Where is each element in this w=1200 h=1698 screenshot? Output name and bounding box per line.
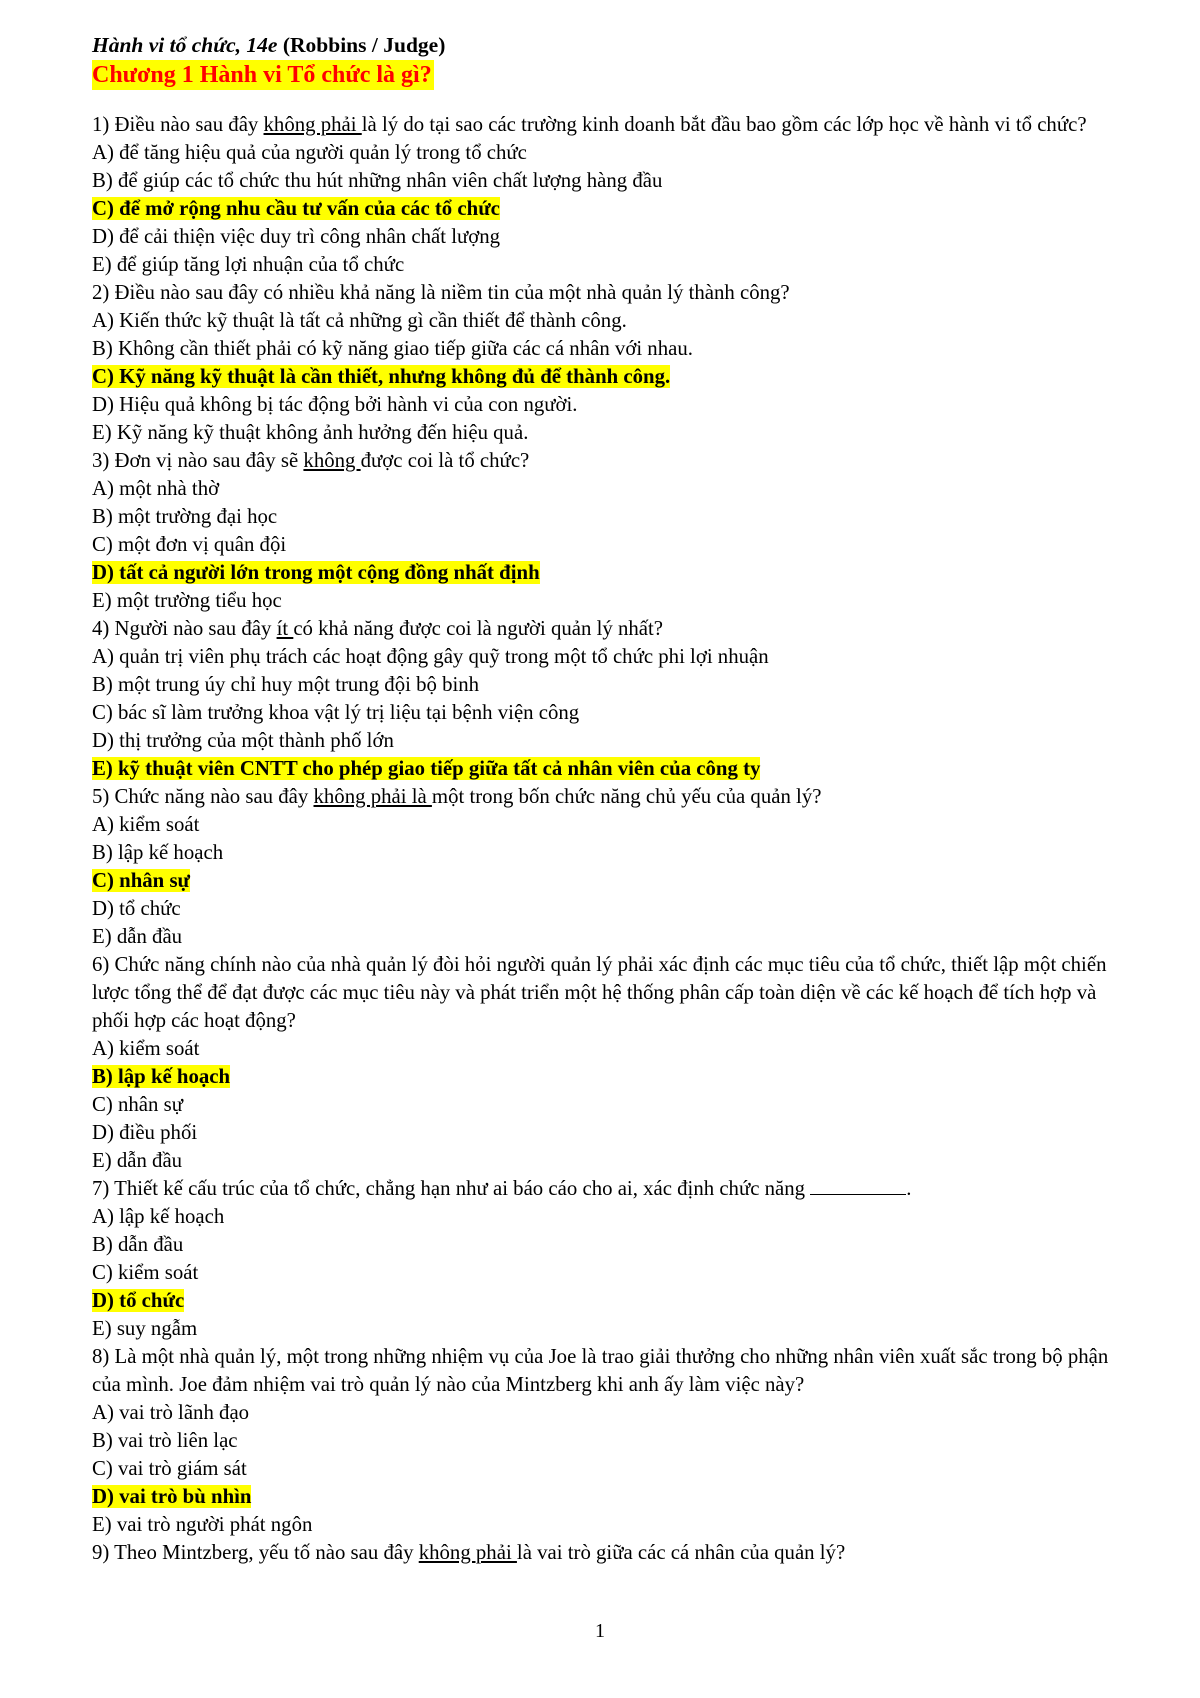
option-text: D) tất cả người lớn trong một cộng đồng nhất định [92,561,540,584]
question-text: 7) Thiết kế cấu trúc của tổ chức, chẳng hạn như ai báo cáo cho ai, xác định chức năng [92,1177,811,1200]
option-text: A) lập kế hoạch [92,1205,225,1228]
option-text: D) để cải thiện việc duy trì công nhân chất lượng [92,225,501,248]
option-text: A) kiểm soát [92,813,200,836]
option-text: E) dẫn đầu [92,925,183,948]
option-text: A) vai trò lãnh đạo [92,1401,250,1424]
option-text: B) một trung úy chỉ huy một trung đội bộ binh [92,673,480,696]
option-text: C) vai trò giám sát [92,1457,247,1480]
fill-in-blank [810,1176,906,1195]
answer-option [92,1147,1112,1175]
option-text: C) một đơn vị quân đội [92,533,287,556]
answer-option [92,1091,1112,1119]
question-text: 4) Người nào sau đây [92,617,277,640]
answer-option [92,895,1112,923]
question-stem [92,1539,1112,1567]
answer-option [92,1203,1112,1231]
answer-option [92,475,1112,503]
answer-option [92,1231,1112,1259]
question-stem [92,951,1112,1035]
answer-option-correct [92,195,1112,223]
option-text: A) kiểm soát [92,1037,200,1060]
answer-option [92,727,1112,755]
option-text: D) thị trưởng của một thành phố lớn [92,729,394,752]
question-text: 6) Chức năng chính nào của nhà quản lý đòi hỏi người quản lý phải xác định các mục tiêu của tổ chức, thiết lập một chiến lược tổng thể để đạt được các mục tiêu này và phát triển một hệ thống phân cấp toàn diện về các kế hoạch để tích hợp và phối hợp các hoạt động? [92,953,1107,1032]
option-text: B) lập kế hoạch [92,1065,231,1088]
answer-option [92,1399,1112,1427]
question-text-end: được coi là tổ chức? [360,449,530,472]
option-text: E) dẫn đầu [92,1149,183,1172]
answer-option-correct [92,755,1112,783]
answer-option [92,251,1112,279]
answer-option [92,503,1112,531]
question-text: 1) Điều nào sau đây [92,113,264,136]
answer-option [92,923,1112,951]
option-text: E) vai trò người phát ngôn [92,1513,313,1536]
option-text: B) dẫn đầu [92,1233,184,1256]
answer-option [92,1511,1112,1539]
question-emphasis: không phải là [313,785,432,808]
answer-option-correct [92,867,1112,895]
question-text-end: có khả năng được coi là người quản lý nhất? [293,617,664,640]
question-emphasis: ít [276,617,294,640]
answer-option [92,1119,1112,1147]
answer-option [92,335,1112,363]
chapter-title: Chương 1 Hành vi Tổ chức là gì? [92,62,432,88]
option-text: D) tổ chức [92,1289,185,1312]
option-text: E) kỹ thuật viên CNTT cho phép giao tiếp giữa tất cả nhân viên của công ty [92,757,761,780]
option-text: C) để mở rộng nhu cầu tư vấn của các tổ chức [92,197,500,220]
answer-option [92,391,1112,419]
answer-option-correct [92,559,1112,587]
answer-option-correct [92,1287,1112,1315]
option-text: C) Kỹ năng kỹ thuật là cần thiết, nhưng không đủ để thành công. [92,365,671,388]
option-text: C) nhân sự [92,1093,183,1116]
answer-option [92,643,1112,671]
question-emphasis: không [303,449,361,472]
option-text: C) kiểm soát [92,1261,199,1284]
question-text: 5) Chức năng nào sau đây [92,785,314,808]
question-stem [92,783,1112,811]
answer-option [92,839,1112,867]
option-text: B) lập kế hoạch [92,841,224,864]
answer-option-correct [92,1063,1112,1091]
answer-option [92,1427,1112,1455]
question-stem [92,615,1112,643]
option-text: E) suy ngẫm [92,1317,198,1340]
question-text: 3) Đơn vị nào sau đây sẽ [92,449,304,472]
question-stem [92,111,1112,139]
answer-option [92,307,1112,335]
document-page [92,30,1112,1567]
question-emphasis: không phải [418,1541,517,1564]
option-text: B) để giúp các tổ chức thu hút những nhân viên chất lượng hàng đầu [92,169,663,192]
book-authors: (Robbins / Judge) [282,33,446,57]
answer-option [92,223,1112,251]
question-stem [92,1343,1112,1399]
answer-option-correct [92,1483,1112,1511]
option-text: E) để giúp tăng lợi nhuận của tổ chức [92,253,405,276]
option-text: B) một trường đại học [92,505,278,528]
question-list [92,111,1112,1567]
option-text: D) điều phối [92,1121,198,1144]
answer-option [92,587,1112,615]
question-text: 8) Là một nhà quản lý, một trong những nhiệm vụ của Joe là trao giải thưởng cho những nhân viên xuất sắc trong bộ phận của mình. Joe đảm nhiệm vai trò quản lý nào của Mintzberg khi anh ấy làm việc này? [92,1345,1109,1396]
question-stem [92,447,1112,475]
option-text: B) vai trò liên lạc [92,1429,238,1452]
option-text: C) bác sĩ làm trưởng khoa vật lý trị liệu tại bệnh viện công [92,701,580,724]
option-text: D) Hiệu quả không bị tác động bởi hành vi của con người. [92,393,578,416]
question-text: 2) Điều nào sau đây có nhiều khả năng là niềm tin của một nhà quản lý thành công? [92,281,790,304]
answer-option [92,699,1112,727]
answer-option [92,167,1112,195]
option-text: A) để tăng hiệu quả của người quản lý trong tổ chức [92,141,527,164]
option-text: C) nhân sự [92,869,191,892]
question-emphasis: không phải [263,113,362,136]
answer-option [92,531,1112,559]
option-text: A) Kiến thức kỹ thuật là tất cả những gì cần thiết để thành công. [92,309,627,332]
answer-option [92,139,1112,167]
answer-option-correct [92,363,1112,391]
answer-option [92,811,1112,839]
answer-option [92,1315,1112,1343]
question-stem [92,279,1112,307]
book-title: Hành vi tổ chức, 14e [92,33,278,57]
option-text: D) vai trò bù nhìn [92,1485,252,1508]
option-text: E) một trường tiểu học [92,589,282,612]
option-text: A) một nhà thờ [92,477,220,500]
question-text-end: là lý do tại sao các trường kinh doanh bắt đầu bao gồm các lớp học về hành vi tổ chức? [361,113,1087,136]
book-header [92,30,1112,60]
question-text-end: một trong bốn chức năng chủ yếu của quản lý? [431,785,822,808]
option-text: D) tổ chức [92,897,181,920]
question-text: 9) Theo Mintzberg, yếu tố nào sau đây [92,1541,419,1564]
question-stem [92,1175,1112,1203]
question-text-end: là vai trò giữa các cá nhân của quản lý? [516,1541,846,1564]
option-text: A) quản trị viên phụ trách các hoạt động gây quỹ trong một tổ chức phi lợi nhuận [92,645,769,668]
answer-option [92,1259,1112,1287]
page-number: 1 [595,1620,605,1642]
answer-option [92,1455,1112,1483]
answer-option [92,671,1112,699]
answer-option [92,1035,1112,1063]
option-text: B) Không cần thiết phải có kỹ năng giao tiếp giữa các cá nhân với nhau. [92,337,693,360]
option-text: E) Kỹ năng kỹ thuật không ảnh hưởng đến hiệu quả. [92,421,529,444]
question-text-end: . [906,1177,912,1200]
answer-option [92,419,1112,447]
